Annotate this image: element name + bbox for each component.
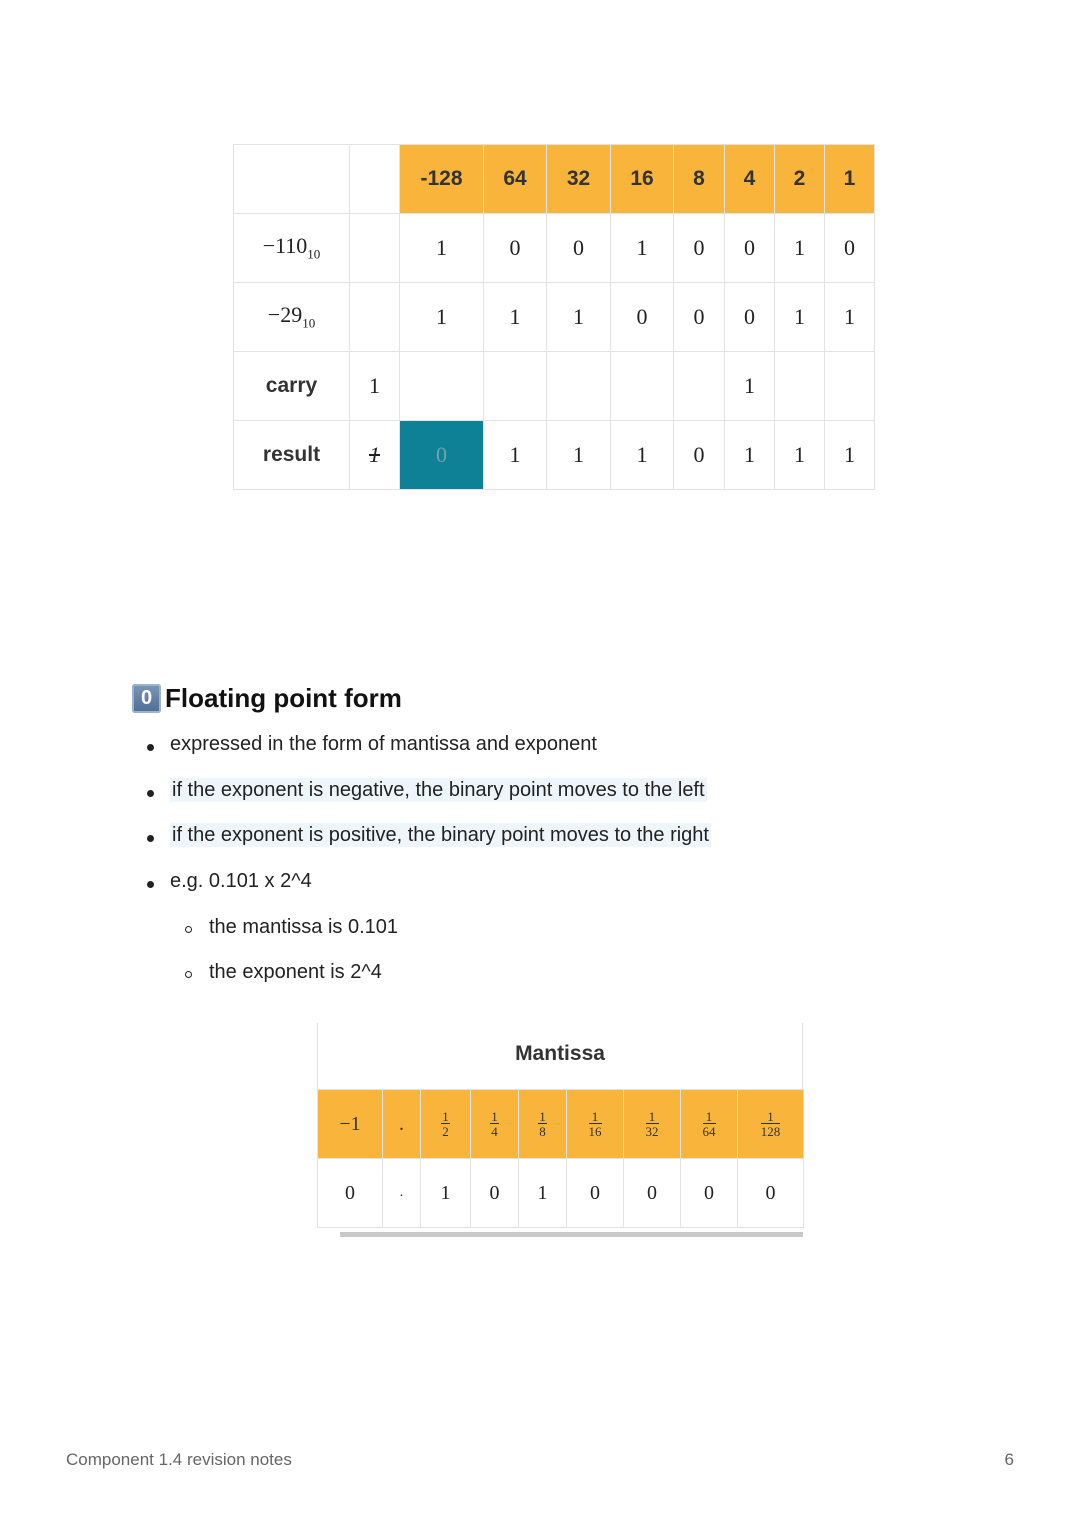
bit-cell: 0 xyxy=(547,214,611,283)
binary-point: . xyxy=(383,1159,421,1228)
bit-cell: 1 xyxy=(611,421,674,490)
bit-cell: 1 xyxy=(484,421,547,490)
mantissa-value-row xyxy=(318,1159,804,1228)
place-value: 32 xyxy=(547,145,611,214)
bit-cell: 1 xyxy=(825,283,875,352)
bit-cell: 0 xyxy=(674,283,725,352)
binary-point: . xyxy=(383,1090,421,1159)
bit-cell: 0 xyxy=(567,1159,624,1228)
row-label: $-110_{10}$ xyxy=(234,214,350,283)
bit-cell: 1 xyxy=(611,214,674,283)
keycap-zero-icon: 0 xyxy=(132,684,161,713)
bit-cell: 1 xyxy=(775,421,825,490)
footer-title: Component 1.4 revision notes xyxy=(66,1450,292,1469)
bit-cell: 1 xyxy=(519,1159,567,1228)
bit-cell xyxy=(484,352,547,421)
bit-cell: 0 xyxy=(825,214,875,283)
bit-cell xyxy=(674,352,725,421)
bullet-item: expressed in the form of mantissa and exponent xyxy=(170,733,597,756)
mantissa-table xyxy=(317,1089,804,1228)
bit-cell: 1 xyxy=(725,352,775,421)
place-value: 16 xyxy=(611,145,674,214)
bit-cell xyxy=(400,352,484,421)
empty-cell xyxy=(350,283,400,352)
row-label: $-29_{10}$ xyxy=(234,283,350,352)
heading-text: Floating point form xyxy=(165,683,402,713)
bit-cell: 0 xyxy=(725,283,775,352)
row-label: carry xyxy=(234,352,350,421)
bit-cell xyxy=(825,352,875,421)
bit-cell: 0 xyxy=(674,421,725,490)
place-value: 1 xyxy=(825,145,875,214)
binary-addition-table xyxy=(233,144,875,490)
bullet-dot-icon xyxy=(147,881,154,888)
place-value: -128 xyxy=(400,145,484,214)
empty-cell xyxy=(234,145,350,214)
place-value: 8 xyxy=(674,145,725,214)
place-value: 4 xyxy=(725,145,775,214)
bit-cell: 1 xyxy=(400,283,484,352)
fraction-place-value: $\frac{1}{4}$ xyxy=(471,1090,519,1159)
bit-cell: 1 xyxy=(547,421,611,490)
bullet-ring-icon xyxy=(185,971,192,978)
horizontal-scrollbar[interactable] xyxy=(340,1232,803,1237)
bit-cell: 0 xyxy=(484,214,547,283)
bit-cell: 1 xyxy=(421,1159,471,1228)
place-value-row xyxy=(318,1090,804,1159)
sub-bullet-item: the mantissa is 0.101 xyxy=(209,916,398,939)
bit-cell: 1 xyxy=(547,283,611,352)
empty-cell xyxy=(350,145,400,214)
bullet-item: e.g. 0.101 x 2^4 xyxy=(170,870,312,893)
operand-row-2 xyxy=(234,283,875,352)
carry-row xyxy=(234,352,875,421)
bit-cell xyxy=(775,352,825,421)
bit-cell: 0 xyxy=(624,1159,681,1228)
bit-cell: 1 xyxy=(484,283,547,352)
overflow-bit-crossed: 1 xyxy=(350,421,400,490)
bullet-item: if the exponent is positive, the binary point moves to the right xyxy=(170,824,711,847)
sub-bullet-item: the exponent is 2^4 xyxy=(209,961,382,984)
place-value-row xyxy=(234,145,875,214)
bit-cell xyxy=(547,352,611,421)
bit-cell: 1 xyxy=(825,421,875,490)
bit-cell: 0 xyxy=(681,1159,738,1228)
bit-cell: 1 xyxy=(775,214,825,283)
bit-cell: 1 xyxy=(725,421,775,490)
carry-overflow: 1 xyxy=(350,352,400,421)
result-row xyxy=(234,421,875,490)
fraction-place-value: $\frac{1}{16}$ xyxy=(567,1090,624,1159)
fraction-place-value: $\frac{1}{8}$ xyxy=(519,1090,567,1159)
bit-cell: 0 xyxy=(318,1159,383,1228)
bit-cell: 1 xyxy=(775,283,825,352)
fraction-place-value: $\frac{1}{64}$ xyxy=(681,1090,738,1159)
bit-cell: 1 xyxy=(400,214,484,283)
bit-cell: 0 xyxy=(674,214,725,283)
sign-bit-highlighted: 0 xyxy=(400,421,484,490)
empty-cell xyxy=(350,214,400,283)
bit-cell: 0 xyxy=(725,214,775,283)
place-value: 64 xyxy=(484,145,547,214)
section-heading xyxy=(132,683,402,714)
fraction-place-value: $\frac{1}{32}$ xyxy=(624,1090,681,1159)
row-label: result xyxy=(234,421,350,490)
bullet-dot-icon xyxy=(147,744,154,751)
bullet-item: if the exponent is negative, the binary point moves to the left xyxy=(170,779,707,802)
place-value: 2 xyxy=(775,145,825,214)
mantissa-title: Mantissa xyxy=(317,1023,803,1089)
operand-row-1 xyxy=(234,214,875,283)
bullet-dot-icon xyxy=(147,790,154,797)
bullet-dot-icon xyxy=(147,835,154,842)
mantissa-table-container xyxy=(317,1023,803,1228)
bit-cell xyxy=(611,352,674,421)
bit-cell: 0 xyxy=(611,283,674,352)
fraction-place-value: $\frac{1}{2}$ xyxy=(421,1090,471,1159)
bullet-ring-icon xyxy=(185,926,192,933)
sign-place-value: −1 xyxy=(318,1090,383,1159)
fraction-place-value: $\frac{1}{128}$ xyxy=(738,1090,804,1159)
bit-cell: 0 xyxy=(738,1159,804,1228)
bit-cell: 0 xyxy=(471,1159,519,1228)
page-number: 6 xyxy=(1004,1450,1014,1469)
